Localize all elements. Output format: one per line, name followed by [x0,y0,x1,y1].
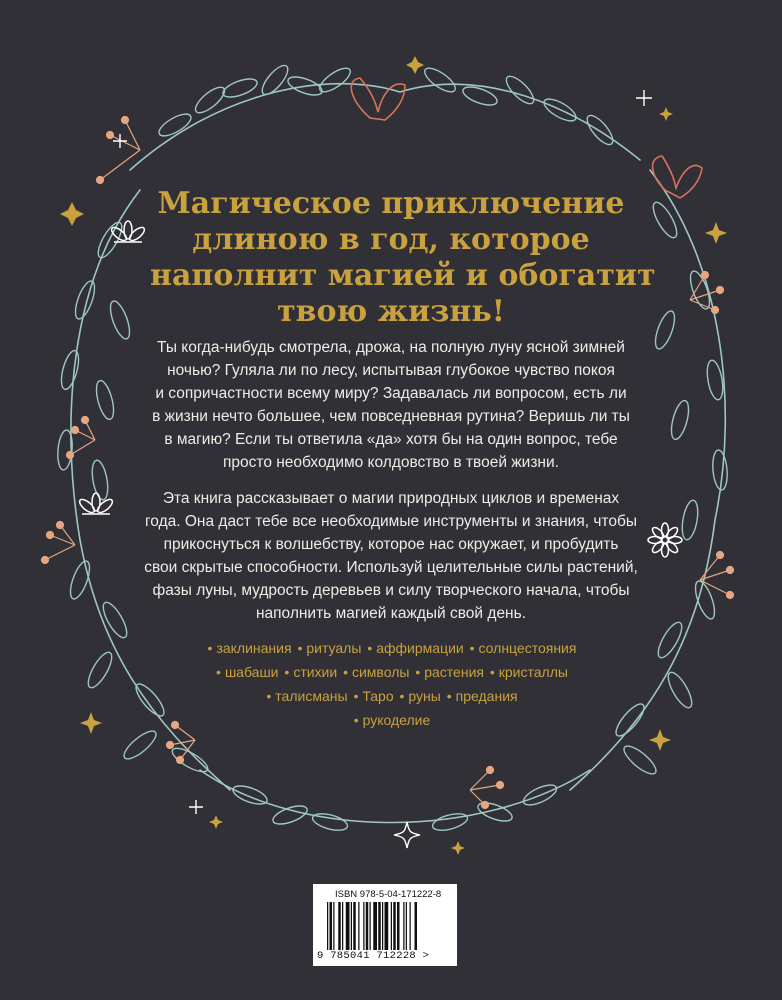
tag-item: • солнцестояния [468,640,577,656]
tag-item: • шабаши [214,664,278,680]
paragraph-line: Ты когда-нибудь смотрела, дрожа, на полную луну ясной зимней [157,339,625,356]
wreath-stem-bottom [200,770,590,823]
topic-tags [150,636,632,732]
tag-item: • Таро [351,688,393,704]
tag-line [150,708,632,732]
paragraph-line: фазы луны, мудрость деревьев и силу творческого начала, чтобы [152,582,630,599]
tag-line [150,636,632,660]
paragraph-line: Эта книга рассказывает о магии природных циклов и временах [162,490,620,507]
paragraph-line: ночью? Гуляла ли по лесу, испытывая глубокое чувство покоя [167,362,615,379]
tag-line [150,660,632,684]
tag-item: • стихии [282,664,337,680]
tag-item: • ритуалы [295,640,361,656]
tag-item: • предания [445,688,518,704]
headline-line: Магическое приключение [157,186,625,221]
description-paragraph-2 [120,487,662,625]
tag-item: • растения [413,664,484,680]
tag-item: • рукоделие [352,712,431,728]
paragraph-line: года. Она даст тебе все необходимые инструменты и знания, чтобы [144,513,637,530]
ean-digits: 9 785041 712228 > [317,950,430,962]
headline-line: наполнит магией и обогатит [150,258,656,293]
paragraph-line: в магию? Если ты ответила «да» хотя бы на один вопрос, тебе [164,431,618,448]
tag-line [150,684,632,708]
headline [150,186,656,330]
description-paragraph-1 [120,336,662,474]
tag-item: • кристаллы [488,664,568,680]
paragraph-line: свои скрытые способности. Используй целительные силы растений, [144,559,638,576]
paragraph-line: прикоснуться к волшебству, которое нас окружает, и пробудить [163,536,619,553]
tag-item: • символы [341,664,409,680]
tag-item: • руны [398,688,441,704]
barcode-block [313,884,457,966]
wreath-stem-top [130,84,640,170]
tag-item: • заклинания [206,640,292,656]
isbn-text: ISBN 978-5-04-171222-8 [335,889,442,900]
paragraph-line: наполнить магией каждый свой день. [255,605,527,622]
paragraph-line: просто необходимо колдовство в твоей жизни. [223,454,559,471]
headline-line: твою жизнь! [277,294,505,329]
tag-item: • аффирмации [365,640,463,656]
paragraph-line: в жизни нечто большее, чем повседневная рутина? Веришь ли ты [152,408,630,425]
tag-item: • талисманы [264,688,347,704]
headline-line: длиною в год, которое [192,222,590,257]
barcode-bars [327,902,445,950]
paragraph-line: и сопричастности всему миру? Задавалась ли вопросом, есть ли [155,385,627,402]
